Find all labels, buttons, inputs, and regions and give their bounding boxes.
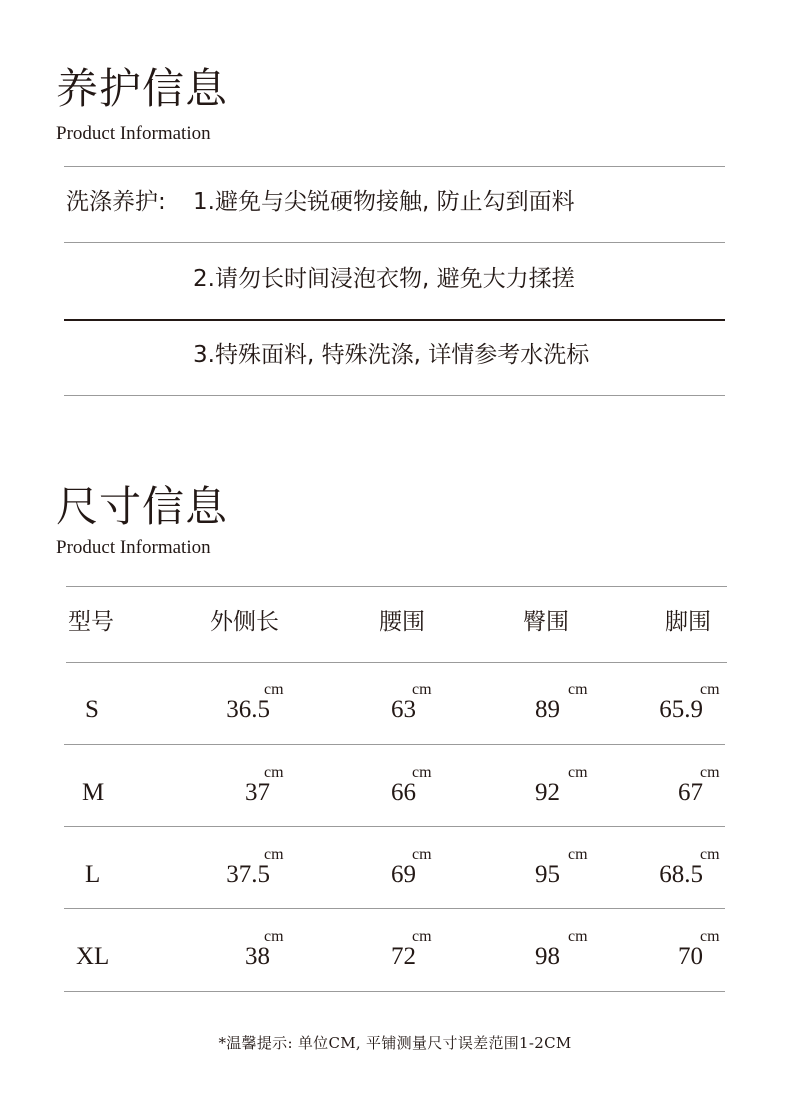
header-hem: 脚围 <box>665 609 711 635</box>
unit-label: cm <box>264 928 284 945</box>
unit-label: cm <box>700 681 720 698</box>
value-waist: 66 <box>391 779 416 806</box>
care-item-3: 3.特殊面料, 特殊洗涤, 详情参考水洗标 <box>193 342 590 368</box>
care-subtitle: Product Information <box>56 123 211 144</box>
unit-label: cm <box>568 846 588 863</box>
measurement-note: *温馨提示: 单位CM, 平铺测量尺寸误差范围1-2CM <box>218 1034 572 1052</box>
size-label: S <box>85 696 99 723</box>
value-hip: 89 <box>535 696 560 723</box>
size-label: L <box>85 861 101 888</box>
unit-label: cm <box>568 928 588 945</box>
header-waist: 腰围 <box>379 609 425 635</box>
care-item-1: 1.避免与尖锐硬物接触, 防止勾到面料 <box>193 189 575 215</box>
value-hip: 98 <box>535 943 560 970</box>
unit-label: cm <box>264 681 284 698</box>
size-subtitle: Product Information <box>56 537 211 558</box>
unit-label: cm <box>568 681 588 698</box>
unit-label: cm <box>264 764 284 781</box>
unit-label: cm <box>412 764 432 781</box>
value-hem: 65.9 <box>659 696 703 723</box>
size-table-top-line <box>66 586 727 587</box>
care-divider-strong <box>64 319 725 321</box>
value-hem: 67 <box>678 779 703 806</box>
value-waist: 72 <box>391 943 416 970</box>
unit-label: cm <box>412 928 432 945</box>
value-hem: 70 <box>678 943 703 970</box>
care-item-2: 2.请勿长时间浸泡衣物, 避免大力揉搓 <box>193 266 575 292</box>
care-title: 养护信息 <box>56 64 229 113</box>
header-size: 型号 <box>68 609 114 635</box>
value-hip: 95 <box>535 861 560 888</box>
header-outseam: 外侧长 <box>210 609 279 635</box>
care-label: 洗涤养护: <box>66 189 166 215</box>
unit-label: cm <box>264 846 284 863</box>
care-divider <box>64 242 725 243</box>
size-title: 尺寸信息 <box>56 482 229 531</box>
row-divider <box>64 744 725 745</box>
value-outseam: 37 <box>245 779 270 806</box>
unit-label: cm <box>700 764 720 781</box>
size-label: XL <box>76 943 110 970</box>
unit-label: cm <box>412 846 432 863</box>
care-divider-bottom <box>64 395 725 396</box>
unit-label: cm <box>700 928 720 945</box>
row-divider <box>64 908 725 909</box>
header-hip: 臀围 <box>523 609 569 635</box>
size-label: M <box>82 779 105 806</box>
value-hem: 68.5 <box>659 861 703 888</box>
unit-label: cm <box>568 764 588 781</box>
value-outseam: 37.5 <box>226 861 270 888</box>
value-waist: 63 <box>391 696 416 723</box>
unit-label: cm <box>700 846 720 863</box>
row-divider <box>64 826 725 827</box>
value-waist: 69 <box>391 861 416 888</box>
value-outseam: 36.5 <box>226 696 270 723</box>
care-divider-top <box>64 166 725 167</box>
value-outseam: 38 <box>245 943 270 970</box>
size-table-header-line <box>66 662 727 663</box>
row-divider <box>64 991 725 992</box>
unit-label: cm <box>412 681 432 698</box>
value-hip: 92 <box>535 779 560 806</box>
